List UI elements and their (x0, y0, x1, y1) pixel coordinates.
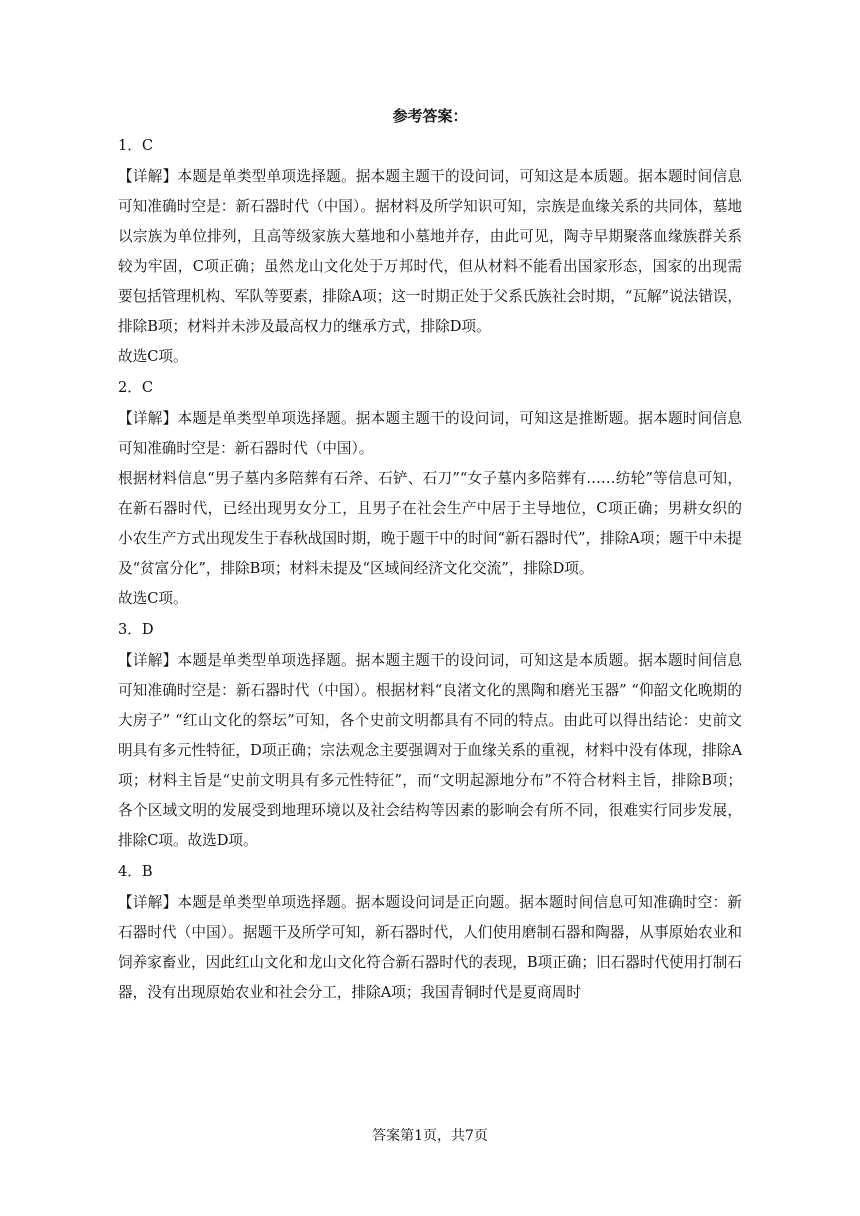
answer-paragraph: 【详解】本题是单类型单项选择题。据本题设问词是正向题。据本题时间信息可知准确时空：新石器时代（中国）。据题干及所学可知，新石器时代，人们使用磨制石器和陶器，从事原始农业和饲养家畜业，因此红山文化和龙山文化符合新石器时代的表现，B项正确；旧石器时代使用打制石器，没有出现原始农业和社会分工，排除A项；我国青铜时代是夏商周时 (118, 894, 742, 1001)
answer-item-4 (118, 858, 742, 1008)
answer-paragraph: 故选C项。 (118, 348, 188, 365)
answer-paragraph: 故选C项。 (118, 590, 188, 607)
answer-paragraph: 【详解】本题是单类型单项选择题。据本题主题干的设问词，可知这是推断题。据本题时间信息可知准确时空是：新石器时代（中国）。 (118, 410, 742, 457)
answers-body (118, 130, 742, 1008)
answer-number: 3．D (118, 621, 154, 638)
answer-item-1 (118, 132, 742, 372)
page-title: 参考答案： (392, 107, 468, 125)
page-footer: 答案第1页，共7页 (372, 1128, 488, 1144)
answer-item-2 (118, 374, 742, 614)
answer-item-3 (118, 616, 742, 856)
answer-number: 4．B (118, 863, 153, 880)
answer-number: 2．C (118, 379, 154, 396)
answer-paragraph: 【详解】本题是单类型单项选择题。据本题主题干的设问词，可知这是本质题。据本题时间信息可知准确时空是：新石器时代（中国）。根据材料“良渚文化的黑陶和磨光玉器” “仰韶文化晚期的大房子” “红山文化的祭坛”可知，各个史前文明都具有不同的特点。由此可以得出结论：史前文明具有多元性特征，D项正确；宗法观念主要强调对于血缘关系的重视，材料中没有体现，排除A项；材料主旨是“史前文明具有多元性特征”，而“文明起源地分布”不符合材料主旨，排除B项；各个区域文明的发展受到地理环境以及社会结构等因素的影响会有所不同，很难实行同步发展，排除C项。故选D项。 (118, 652, 742, 849)
answer-number: 1．C (118, 137, 154, 154)
answer-paragraph: 【详解】本题是单类型单项选择题。据本题主题干的设问词，可知这是本质题。据本题时间信息可知准确时空是：新石器时代（中国）。据材料及所学知识可知，宗族是血缘关系的共同体，墓地以宗族为单位排列，且高等级家族大墓地和小墓地并存，由此可见，陶寺早期聚落血缘族群关系较为牢固，C项正确；虽然龙山文化处于万邦时代，但从材料不能看出国家形态，国家的出现需要包括管理机构、军队等要素，排除A项；这一时期正处于父系氏族社会时期，“瓦解”说法错误，排除B项；材料并未涉及最高权力的继承方式，排除D项。 (118, 168, 742, 335)
answer-paragraph: 根据材料信息“男子墓内多陪葬有石斧、石铲、石刀”“女子墓内多陪葬有……纺轮”等信息可知，在新石器时代，已经出现男女分工，且男子在社会生产中居于主导地位，C项正确；男耕女织的小农生产方式出现发生于春秋战国时期，晚于题干中的时间“新石器时代”，排除A项；题干中未提及“贫富分化”，排除B项；材料未提及“区域间经济文化交流”，排除D项。 (118, 470, 742, 577)
